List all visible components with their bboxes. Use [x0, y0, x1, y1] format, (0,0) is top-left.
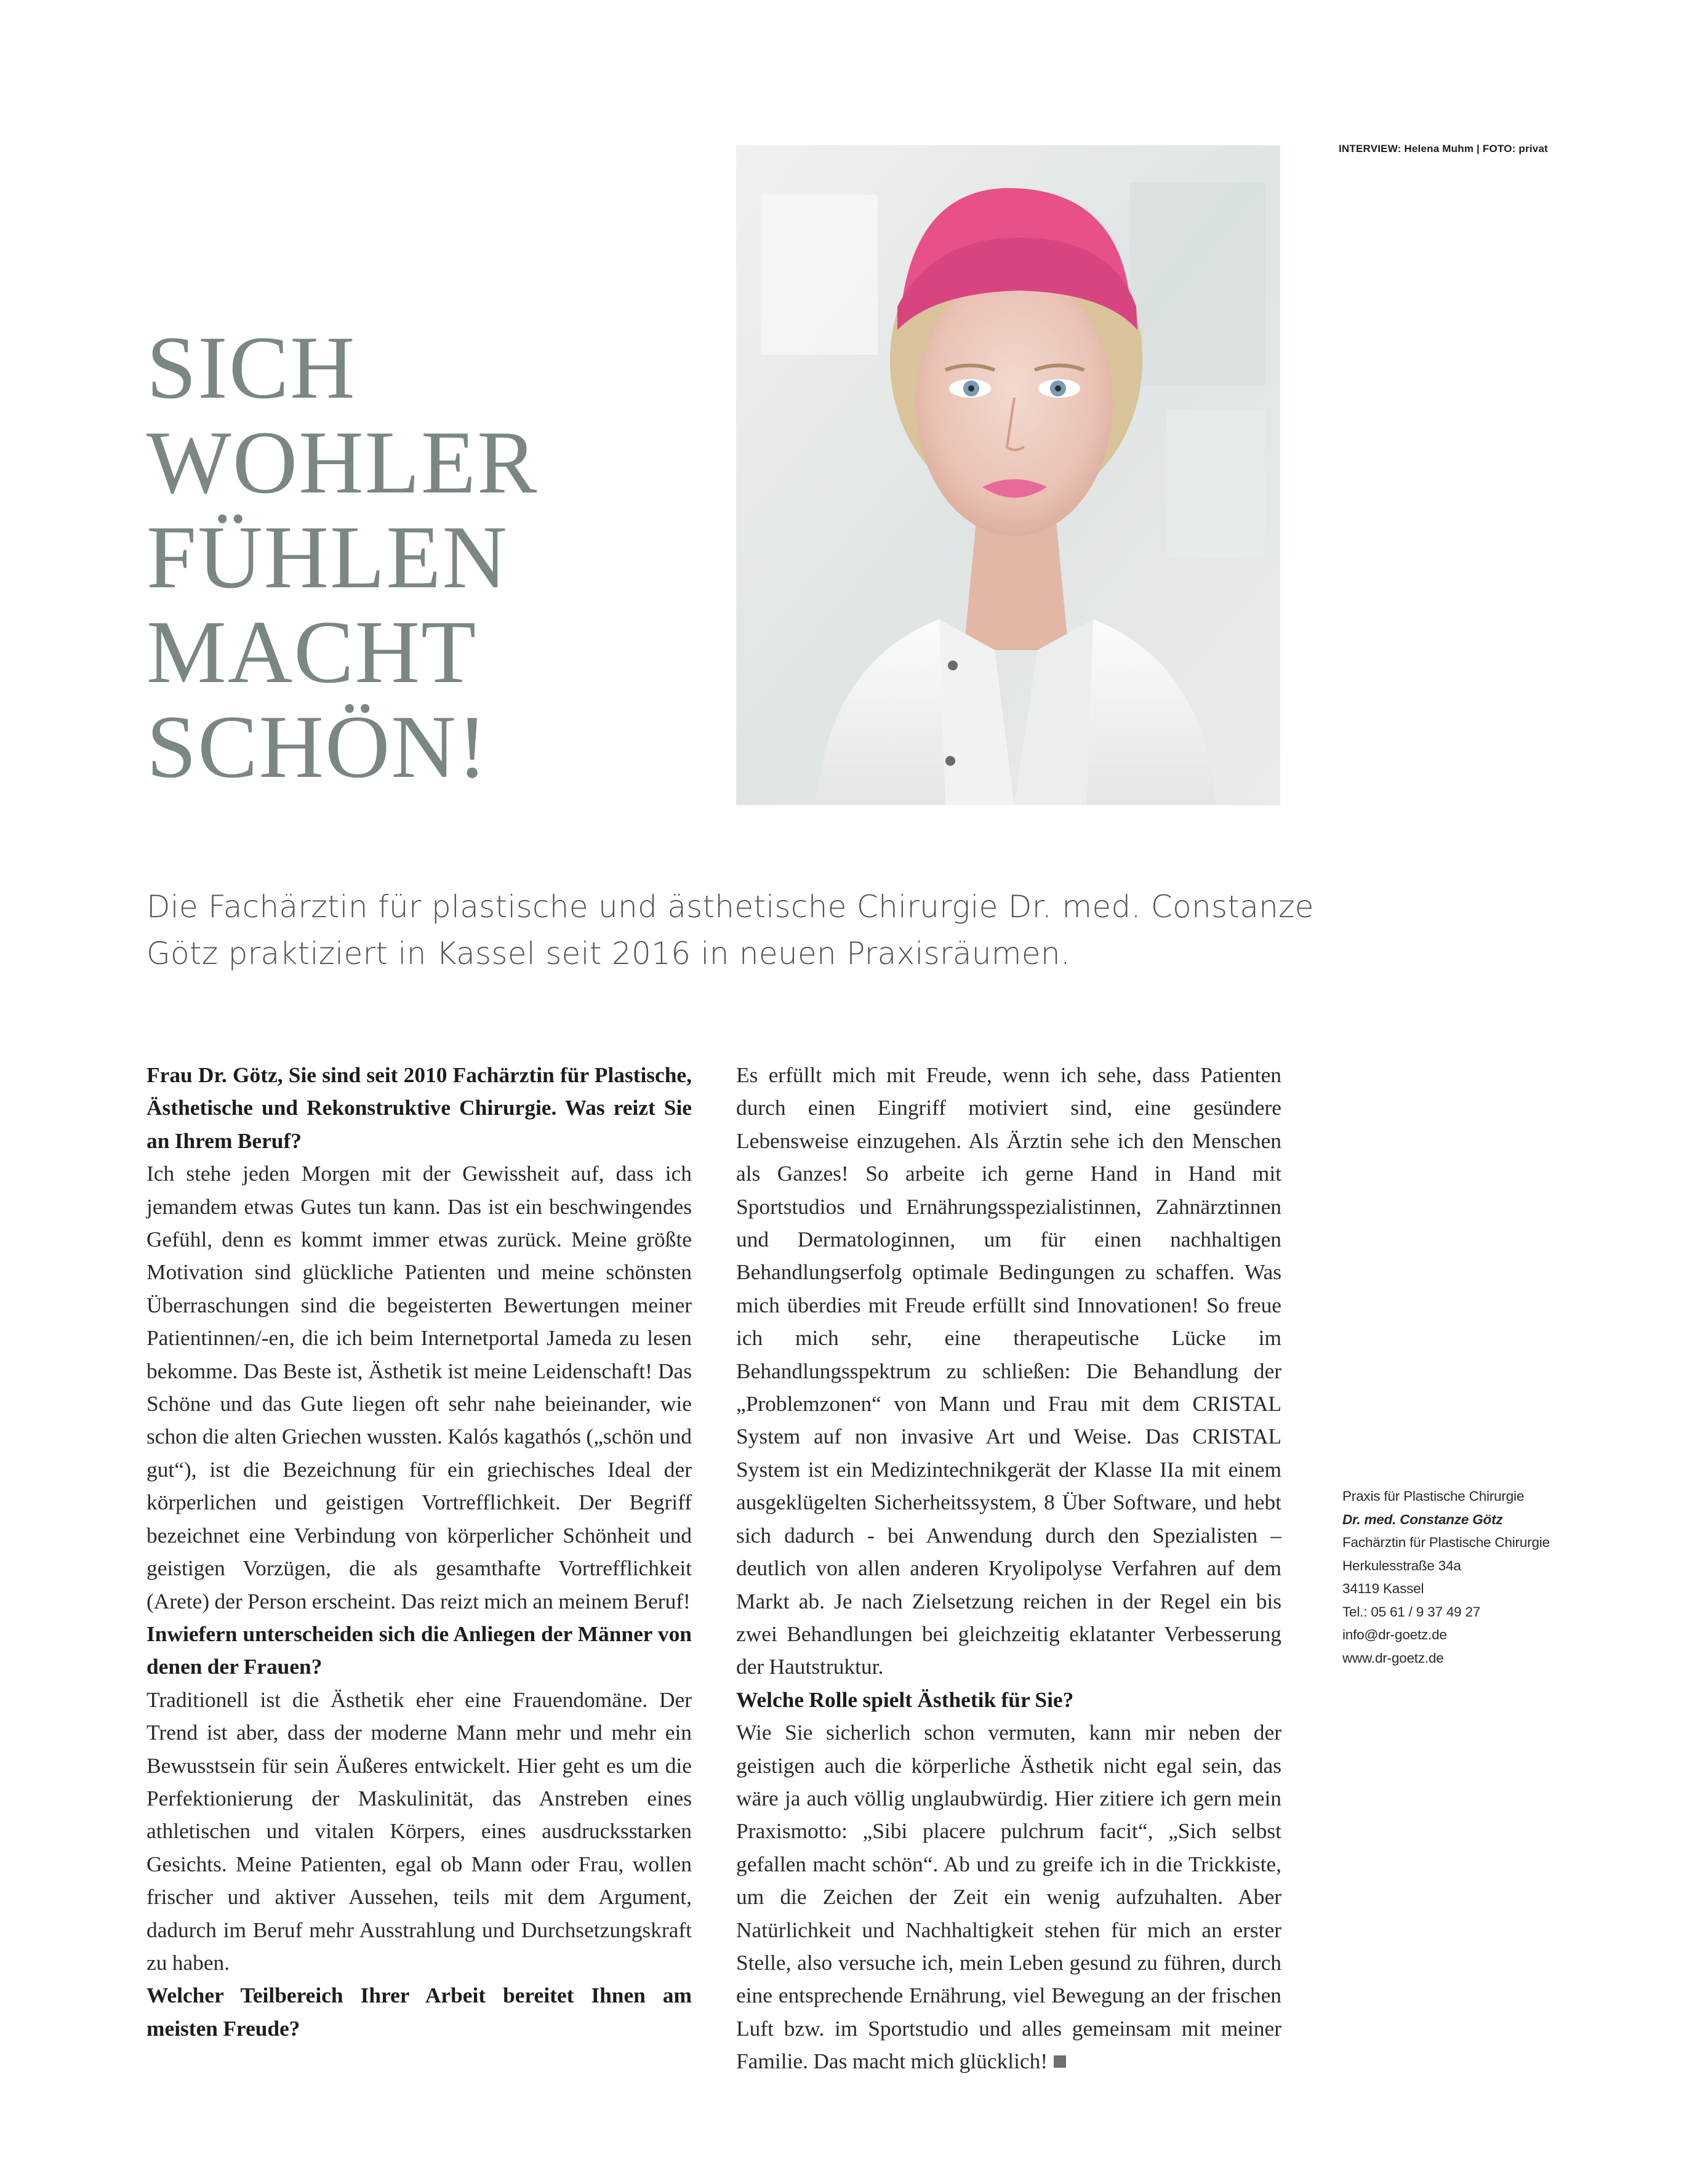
interview-question: Inwiefern unterscheiden sich die Anliegen der Männer von denen der Frauen?	[146, 1621, 692, 1679]
headline-line: FÜHLEN	[146, 507, 508, 607]
address-phone: Tel.: 05 61 / 9 37 49 27	[1342, 1604, 1481, 1620]
interview-answer: Es erfüllt mich mit Freude, wenn ich sehe, dass Patienten durch einen Eingriff motiviert sind, eine gesündere Lebensweise einzugehen. Als Ärztin sehe ich den Menschen als Ganzes! So arbeite ich gerne Hand in Hand mit Sportstudios und Ernährungsspezialistinnen, Zahnärztinnen und Dermatologinnen, um für einen nachhaltigen Behandlungserfolg optimale Bedingungen zu schaffen. Was mich überdies mit Freude erfüllt sind Innovationen! So freue ich mich sehr, eine therapeutische Lücke im Behandlungsspektrum zu schließen: Die Behandlung der „Problemzonen“ von Mann und Frau mit dem CRISTAL System auf non invasive Art und Weise. Das CRISTAL System ist ein Medizintechnikgerät der Klasse IIa mit einem ausgeklügelten Sicherheitssystem, 8 Über Software, und hebt sich dadurch - bei Anwendung durch den Spezialisten – deutlich von allen anderen Kryolipolyse Verfahren auf dem Markt ab. Je nach Zielsetzung reichen in der Regel ein bis zwei Behandlungen bei gleichzeitig eklatanter Verbesserung der Hautstruktur.	[736, 1062, 1281, 1679]
address-email: info@dr-goetz.de	[1342, 1627, 1447, 1642]
headline-line: SICH	[146, 318, 356, 417]
interview-answer: Ich stehe jeden Morgen mit der Gewissheit auf, dass ich jemandem etwas Gutes tun kann. Das ist ein beschwingendes Gefühl, denn es kommt immer etwas zurück. Meine größte Motivation sind glückliche Patienten und meine schönsten Überraschungen sind die begeisterten Bewertungen meiner Patientinnen/-en, die ich beim Internetportal Jameda zu lesen bekomme. Das Beste ist, Ästhetik ist meine Leidenschaft! Das Schöne und das Gute liegen oft sehr nahe beieinander, wie schon die alten Griechen wussten. Kalós kagathós („schön und gut“), ist die Bezeichnung für ein griechisches Ideal der körperlichen und geistigen Vortrefflichkeit. Der Begriff bezeichnet eine Verbindung von körperlicher Schönheit und geistigen Vorzügen, die als gesamthafte Vortrefflichkeit (Arete) der Person erscheint. Das reizt mich an meinem Beruf!	[146, 1161, 692, 1613]
headline-line: MACHT	[146, 602, 478, 702]
interview-answer-text: Wie Sie sicherlich schon vermuten, kann mir neben der geistigen auch die körperliche Ästhetik nicht egal sein, das wäre ja auch völlig unglaubwürdig. Hier zitiere ich gern mein Praxismotto: „Sibi placere pulchrum facit“, „Sich selbst gefallen macht schön“. Ab und zu greife ich in die Trickkiste, um die Zeichen der Zeit ein wenig aufzuhalten. Aber Natürlichkeit und Nachhaltigkeit stehen für mich an erster Stelle, also versuche ich, mein Leben gesund zu führen, durch eine entsprechende Ernährung, viel Bewegung an der frischen Luft bzw. im Sportstudio und alles gemeinsam mit meiner Familie. Das macht mich glücklich!	[736, 1720, 1281, 2074]
interview-question: Welche Rolle spielt Ästhetik für Sie?	[736, 1687, 1074, 1712]
practice-address	[1342, 1485, 1662, 1669]
end-mark-icon	[1054, 2055, 1066, 2068]
doctor-title: Fachärztin für Plastische Chirurgie	[1342, 1535, 1550, 1550]
doctor-name: Dr. med. Constanze Götz	[1342, 1511, 1503, 1527]
address-website: www.dr-goetz.de	[1342, 1650, 1444, 1666]
portrait-photo	[736, 145, 1280, 805]
practice-name: Praxis für Plastische Chirurgie	[1342, 1488, 1525, 1504]
headline-line: SCHÖN!	[146, 697, 489, 797]
photo-credit: INTERVIEW: Helena Muhm | FOTO: privat	[1339, 143, 1548, 155]
interview-question: Welcher Teilbereich Ihrer Arbeit bereitet Ihnen am meisten Freude?	[146, 1983, 692, 2041]
headline	[146, 318, 700, 797]
headline-line: WOHLER	[146, 412, 539, 512]
interview-answer-final	[736, 1716, 1281, 2078]
interview-answer: Traditionell ist die Ästhetik eher eine Frauendomäne. Der Trend ist aber, dass der moderne Mann mehr und mehr ein Bewusstsein für sein Äußeres entwickelt. Hier geht es um die Perfektionierung der Maskulinität, das Anstreben eines athletischen und vitalen Körpers, eines ausdrucksstarken Gesichts. Meine Patienten, egal ob Mann oder Frau, wollen frischer und aktiver Aussehen, teils mit dem Argument, dadurch im Beruf mehr Ausstrahlung und Durchsetzungskraft zu haben.	[146, 1687, 692, 1975]
address-street: Herkulesstraße 34a	[1342, 1557, 1461, 1573]
article-column-right	[736, 1059, 1281, 2078]
article-column-left	[146, 1059, 692, 2045]
lead-paragraph: Die Fachärztin für plastische und ästhetische Chirurgie Dr. med. Constanze Götz praktiziert in Kassel seit 2016 in neuen Praxisräumen.	[146, 889, 1314, 971]
address-city: 34119 Kassel	[1342, 1581, 1424, 1596]
interview-question: Frau Dr. Götz, Sie sind seit 2010 Fachärztin für Plastische, Ästhetische und Rekonstruktive Chirurgie. Was reizt Sie an Ihrem Beruf?	[146, 1062, 692, 1153]
